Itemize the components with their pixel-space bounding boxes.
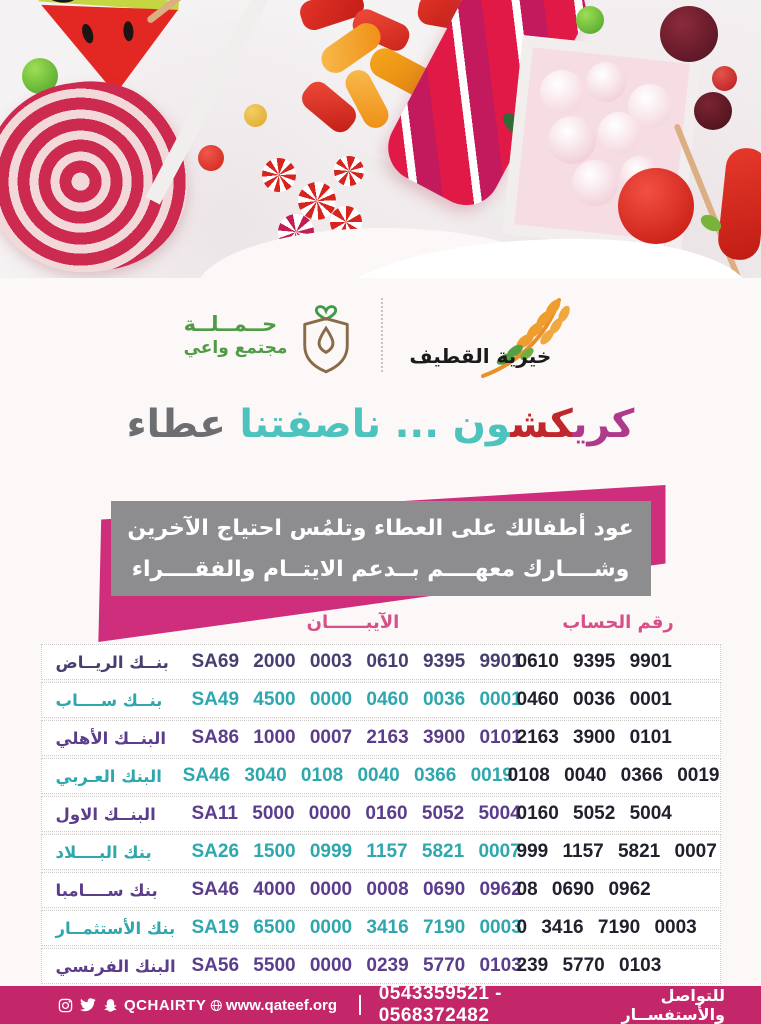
table-row xyxy=(41,644,721,680)
campaign-logo-line2: مجتمع واعي xyxy=(183,338,288,358)
table-row xyxy=(41,834,721,870)
bank-name: البنــك الأهلي xyxy=(55,728,167,748)
bank-name: بنك ســــامبا xyxy=(55,880,158,900)
bank-name: بنــك ســــاب xyxy=(55,690,163,710)
pink-meringue xyxy=(586,62,626,102)
title-segment: ‍ون ... ناصفتنا xyxy=(239,402,511,447)
footer-divider xyxy=(359,995,361,1015)
shield-droplet-heart-icon xyxy=(297,295,355,375)
contact-label: للتواصل والأستفســار xyxy=(621,986,725,1024)
bank-iban: SA69 2000 0003 0610 9395 9901 xyxy=(191,651,522,672)
qateef-charity-name: خيرية القطيف xyxy=(409,344,552,368)
bank-account-number: 2163 3900 0101 xyxy=(516,727,672,748)
instagram-icon xyxy=(58,998,73,1013)
table-row xyxy=(41,758,721,794)
table-row xyxy=(41,948,721,984)
globe-icon xyxy=(210,998,223,1013)
pink-meringue xyxy=(548,116,596,164)
bank-table-body xyxy=(41,644,721,984)
yellow-candy-ball xyxy=(244,104,267,127)
table-header-row xyxy=(41,612,721,638)
card-edge-fill xyxy=(0,278,761,285)
campaign-logo-line1: حــمــلــة xyxy=(183,312,278,336)
title-segment: عطاء xyxy=(126,402,240,447)
iban-column-header: الآيبــــــان xyxy=(306,612,400,633)
bank-name: بنك الأستثمــار xyxy=(55,918,176,938)
bank-account-number: 08 0690 0962 xyxy=(516,879,651,900)
bank-name: البنك الفرنسي xyxy=(55,956,176,976)
title-segment: ‍كش‍ xyxy=(510,402,573,447)
banner-line2: وشــــارك معهــــم بــدعم الايتــام والفقــــراء xyxy=(131,556,630,582)
social-handle: QCHAIRTY xyxy=(124,996,207,1014)
bank-account-number: 0460 0036 0001 xyxy=(516,689,672,710)
bank-name: بنــك الريــاض xyxy=(55,652,169,672)
bank-iban: SA46 3040 0108 0040 0366 0019 xyxy=(182,765,513,786)
table-row xyxy=(41,796,721,832)
account-column-header: رقم الحساب xyxy=(562,612,674,633)
table-row xyxy=(41,872,721,908)
bank-account-number: 0610 9395 9901 xyxy=(516,651,672,672)
qateef-charity-logo xyxy=(409,292,577,378)
social-icons xyxy=(58,998,118,1013)
dark-cherry-lollipop xyxy=(694,92,732,130)
bank-account-number: 0 3416 7190 0003 xyxy=(516,917,697,938)
website-url: www.qateef.org xyxy=(225,996,338,1014)
candy-photo-hero xyxy=(0,0,761,285)
striped-candy-ball xyxy=(334,156,364,186)
bank-account-number: 0108 0040 0366 0019 xyxy=(507,765,720,786)
red-candy-ball xyxy=(198,145,224,171)
pink-meringue xyxy=(598,112,640,154)
pink-meringue xyxy=(540,70,584,114)
table-row xyxy=(41,910,721,946)
bank-iban: SA19 6500 0000 3416 7190 0003 xyxy=(191,917,522,938)
snapchat-icon xyxy=(103,998,118,1013)
campaign-logo xyxy=(184,295,356,375)
bank-iban: SA56 5500 0000 0239 5770 0103 xyxy=(191,955,522,976)
bank-account-number: 0160 5052 5004 xyxy=(516,803,672,824)
striped-candy-ball xyxy=(298,182,336,220)
bank-name: البنــك الاول xyxy=(55,804,156,824)
contact-phone-numbers: 0543359521 - 0568372482 xyxy=(378,983,502,1024)
twitter-icon xyxy=(80,998,96,1012)
bank-iban: SA46 4000 0000 0008 0690 0962 xyxy=(191,879,522,900)
poster-title xyxy=(0,395,761,457)
striped-candy-ball xyxy=(262,158,296,192)
bank-account-number: 239 5770 0103 xyxy=(516,955,662,976)
bank-iban: SA11 5000 0000 0160 5052 5004 xyxy=(191,803,521,824)
bank-iban: SA49 4500 0000 0460 0036 0001 xyxy=(191,689,522,710)
contact-footer xyxy=(0,983,761,1024)
banner-gray-box xyxy=(111,501,651,596)
green-candy-ball xyxy=(576,6,604,34)
banner-line1: عود أطفالك على العطاء وتلمُس احتياج الآخرين xyxy=(127,515,634,541)
table-row xyxy=(41,720,721,756)
bank-name: بنك البــــلاد xyxy=(55,842,152,862)
message-banner xyxy=(111,501,651,596)
red-candy-ball xyxy=(712,66,737,91)
table-row xyxy=(41,682,721,718)
logos-dotted-divider xyxy=(381,298,383,372)
pink-meringue xyxy=(572,160,618,206)
red-ball-lollipop xyxy=(618,168,694,244)
bank-name: البنك العـربي xyxy=(55,766,162,786)
bank-iban: SA26 1500 0999 1157 5821 0007 xyxy=(191,841,521,862)
bank-account-number: 999 1157 5821 0007 xyxy=(516,841,717,862)
bank-iban: SA86 1000 0007 2163 3900 0101 xyxy=(191,727,522,748)
dark-cherry-lollipop xyxy=(660,6,718,62)
bank-accounts-table xyxy=(41,612,721,986)
logos-row xyxy=(0,291,761,379)
title-segment: كري‍ xyxy=(572,402,635,447)
